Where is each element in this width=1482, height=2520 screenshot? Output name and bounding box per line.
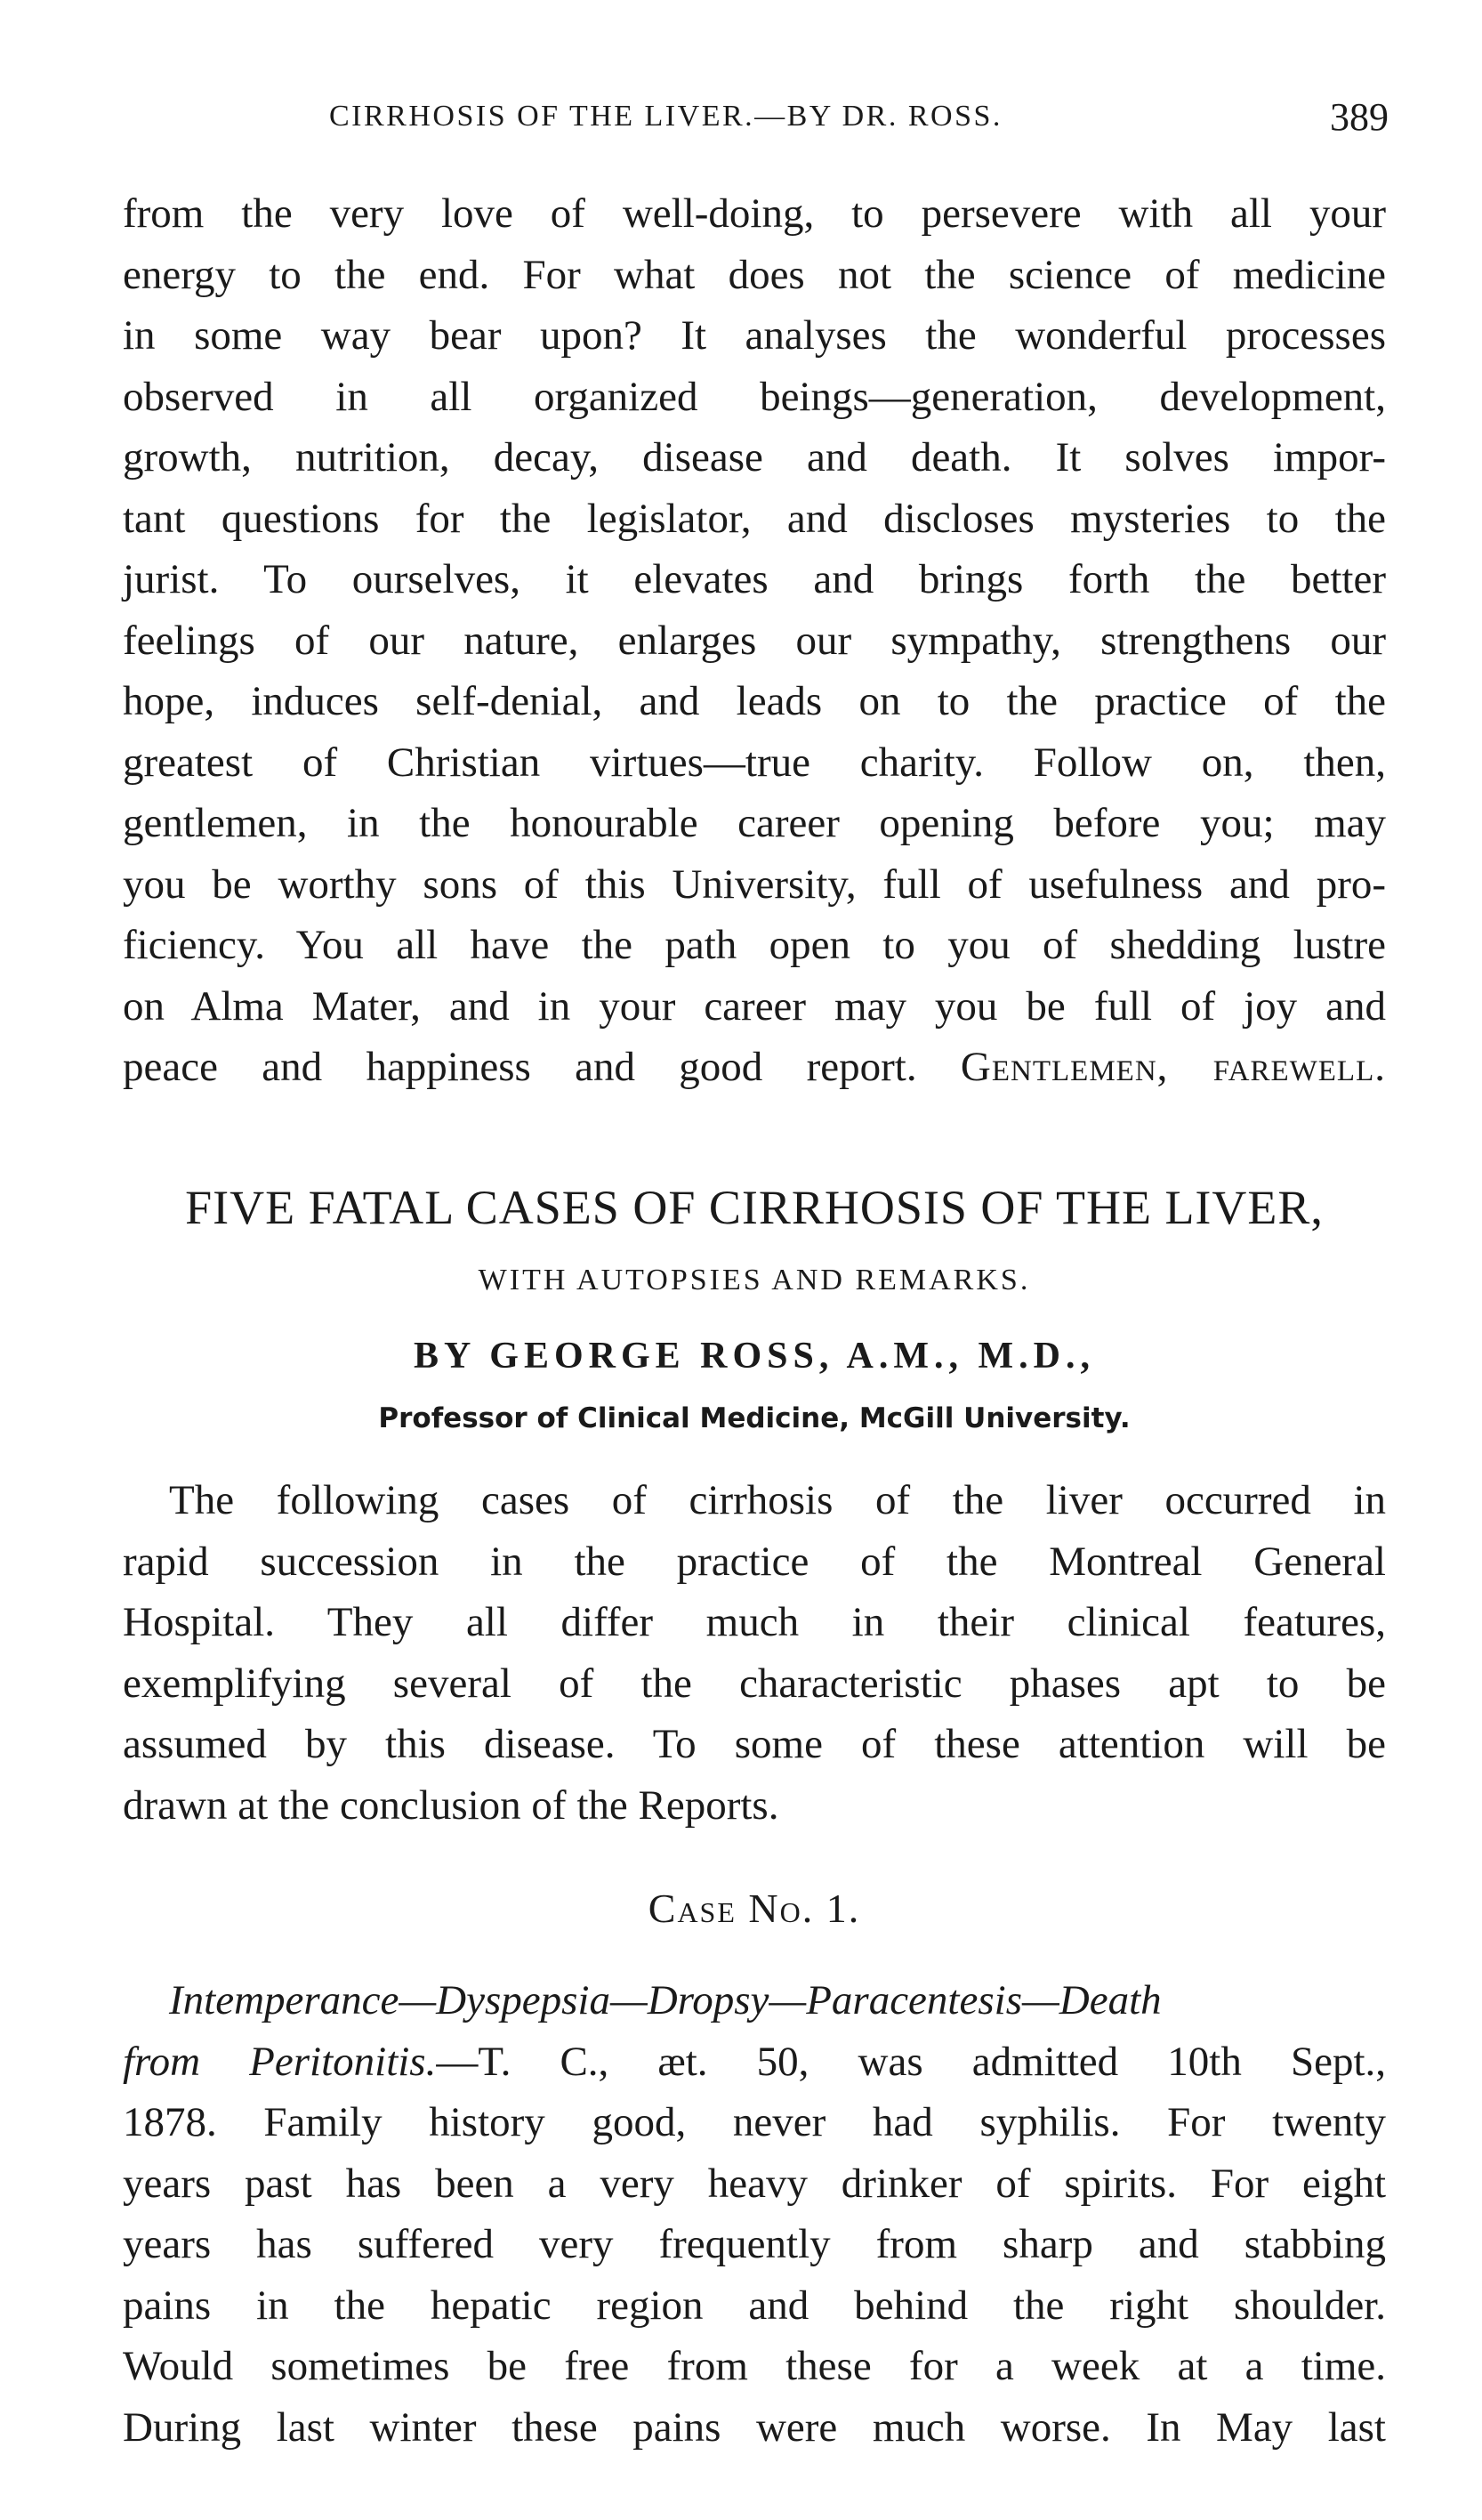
- text-line: from the very love of well-doing, to persevere with all your: [123, 190, 1386, 237]
- case-summary-italic-end: from Peritonitis.: [123, 2038, 437, 2085]
- text-line: gentlemen, in the honourable career opening before you; may: [123, 800, 1386, 846]
- text-line: jurist. To ourselves, it elevates and brings forth the better: [123, 556, 1386, 602]
- running-head: [125, 89, 1389, 142]
- text-line: assumed by this disease. To some of these attention will be: [123, 1721, 1386, 1767]
- case-summary-line-2: [123, 2031, 1386, 2093]
- author-affiliation: Professor of Clinical Medicine, McGill University.: [378, 1402, 1131, 1434]
- case-heading: [123, 1878, 1386, 1940]
- text-line: rapid succession in the practice of the Montreal General: [123, 1538, 1386, 1585]
- text-line: you be worthy sons of this University, full of usefulness and pro-: [123, 860, 1386, 908]
- text-line: pains in the hepatic region and behind the right shoulder.: [123, 2282, 1386, 2329]
- text-line: on Alma Mater, and in your career may you be full of joy and: [123, 982, 1386, 1030]
- text-line: Would sometimes be free from these for a week at a time.: [123, 2343, 1386, 2389]
- running-title: CIRRHOSIS OF THE LIVER.—BY DR. ROSS.: [329, 100, 1003, 133]
- text-line: tant questions for the legislator, and discloses mysteries to the: [123, 495, 1386, 542]
- text-line: greatest of Christian virtues—true charity. Follow on, then,: [123, 739, 1386, 786]
- text-line: energy to the end. For what does not the science of medicine: [123, 251, 1386, 298]
- intro-paragraph: [123, 1470, 1386, 1836]
- text-line: hope, induces self-denial, and leads on to the practice of the: [123, 678, 1386, 724]
- text-line: exemplifying several of the characteristic phases apt to be: [123, 1660, 1386, 1707]
- case-summary-rest: —T. C., æt. 50, was admitted 10th Sept.,: [436, 2038, 1387, 2085]
- article-subtitle: WITH AUTOPSIES AND REMARKS.: [478, 1264, 1031, 1296]
- text-line: years past has been a very heavy drinker of spirits. For eight: [123, 2160, 1386, 2207]
- continued-paragraph: [123, 183, 1386, 1098]
- text-line: The following cases of cirrhosis of the liver occurred in: [169, 1477, 1386, 1523]
- text-line-last-content: peace and happiness and good report.: [123, 1044, 917, 1090]
- text-line: drawn at the conclusion of the Reports.: [123, 1781, 779, 1829]
- text-line-last: [123, 1037, 1386, 1098]
- case-one-paragraph: [123, 1970, 1386, 2458]
- article-byline: BY GEORGE ROSS, A.M., M.D.,: [414, 1336, 1095, 1377]
- page-number: 389: [1330, 95, 1389, 139]
- article-title: FIVE FATAL CASES OF CIRRHOSIS OF THE LIVER,: [185, 1181, 1324, 1234]
- text-line: years has suffered very frequently from sharp and stabbing: [123, 2221, 1386, 2267]
- closing-farewell: Gentlemen, farewell.: [960, 1044, 1387, 1090]
- case-heading-text: Case No. 1.: [648, 1886, 861, 1931]
- text-line: observed in all organized beings—generation, development,: [123, 373, 1386, 420]
- text-line: growth, nutrition, decay, disease and death. It solves impor-: [123, 434, 1386, 481]
- case-summary-italic: Intemperance—Dyspepsia—Dropsy—Paracentesis—Death: [169, 1977, 1162, 2023]
- text-line: ficiency. You all have the path open to you of shedding lustre: [123, 922, 1386, 968]
- text-line: Hospital. They all differ much in their clinical features,: [123, 1599, 1386, 1645]
- case-summary-line: [123, 1970, 1386, 2031]
- text-line: feelings of our nature, enlarges our sympathy, strengthens our: [123, 617, 1386, 664]
- text-line: 1878. Family history good, never had syphilis. For twenty: [123, 2099, 1386, 2145]
- text-line: During last winter these pains were much worse. In May last: [123, 2403, 1386, 2451]
- text-line: in some way bear upon? It analyses the wonderful processes: [123, 312, 1386, 359]
